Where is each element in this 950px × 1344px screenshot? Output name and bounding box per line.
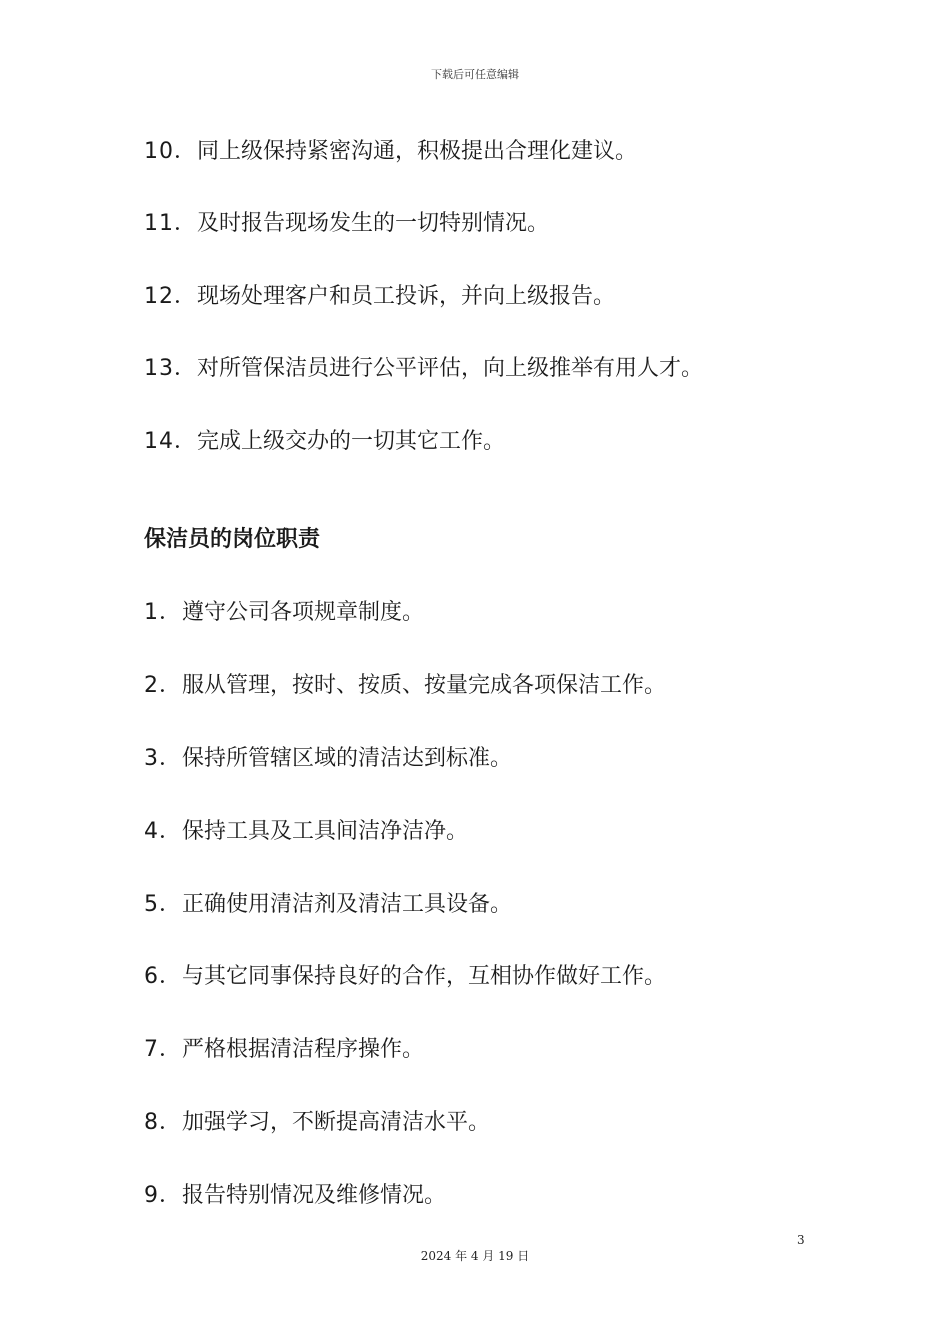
list-item	[144, 890, 512, 920]
list-item-text: 遵守公司各项规章制度。	[182, 600, 425, 625]
list-item	[144, 137, 637, 167]
list-item-number: 2．	[144, 673, 182, 698]
list-item-number: 1．	[144, 600, 182, 625]
list-item	[144, 1108, 490, 1138]
page-number: 3	[797, 1233, 805, 1247]
list-item	[144, 354, 703, 384]
list-item-text: 服从管理，按时、按质、按量完成各项保洁工作。	[182, 673, 667, 698]
list-item	[144, 1035, 424, 1065]
list-item	[144, 209, 549, 239]
list-item	[144, 427, 505, 457]
section-heading: 保洁员的岗位职责	[144, 527, 321, 552]
list-item-text: 保持所管辖区域的清洁达到标准。	[182, 746, 513, 771]
list-item-number: 4．	[144, 819, 182, 844]
list-item-number: 7．	[144, 1037, 182, 1062]
list-item	[144, 671, 666, 701]
list-item	[144, 282, 615, 312]
list-item-number: 13．	[144, 356, 197, 381]
list-item-text: 保持工具及工具间洁净洁净。	[182, 819, 469, 844]
list-item	[144, 744, 512, 774]
list-item-number: 12．	[144, 284, 197, 309]
list-item-number: 3．	[144, 746, 182, 771]
list-item-number: 11．	[144, 211, 197, 236]
list-item-text: 加强学习，不断提高清洁水平。	[182, 1110, 491, 1135]
list-item	[144, 817, 468, 847]
list-item-text: 报告特别情况及维修情况。	[182, 1183, 447, 1208]
list-item-number: 14．	[144, 429, 197, 454]
list-item	[144, 1181, 446, 1211]
list-item-text: 同上级保持紧密沟通，积极提出合理化建议。	[197, 139, 638, 164]
list-item	[144, 598, 424, 628]
page-header: 下载后可任意编辑	[431, 68, 519, 81]
list-item-text: 现场处理客户和员工投诉，并向上级报告。	[197, 284, 616, 309]
list-item-number: 9．	[144, 1183, 182, 1208]
list-item-text: 正确使用清洁剂及清洁工具设备。	[182, 892, 513, 917]
list-item	[144, 962, 666, 992]
list-item-text: 对所管保洁员进行公平评估，向上级推举有用人才。	[197, 356, 704, 381]
list-item-number: 8．	[144, 1110, 182, 1135]
list-item-number: 10．	[144, 139, 197, 164]
page-footer-date: 2024 年 4 月 19 日	[420, 1249, 530, 1263]
list-item-text: 与其它同事保持良好的合作，互相协作做好工作。	[182, 964, 667, 989]
list-item-number: 6．	[144, 964, 182, 989]
list-item-text: 严格根据清洁程序操作。	[182, 1037, 425, 1062]
list-item-text: 及时报告现场发生的一切特别情况。	[197, 211, 550, 236]
list-item-text: 完成上级交办的一切其它工作。	[197, 429, 506, 454]
list-item-number: 5．	[144, 892, 182, 917]
